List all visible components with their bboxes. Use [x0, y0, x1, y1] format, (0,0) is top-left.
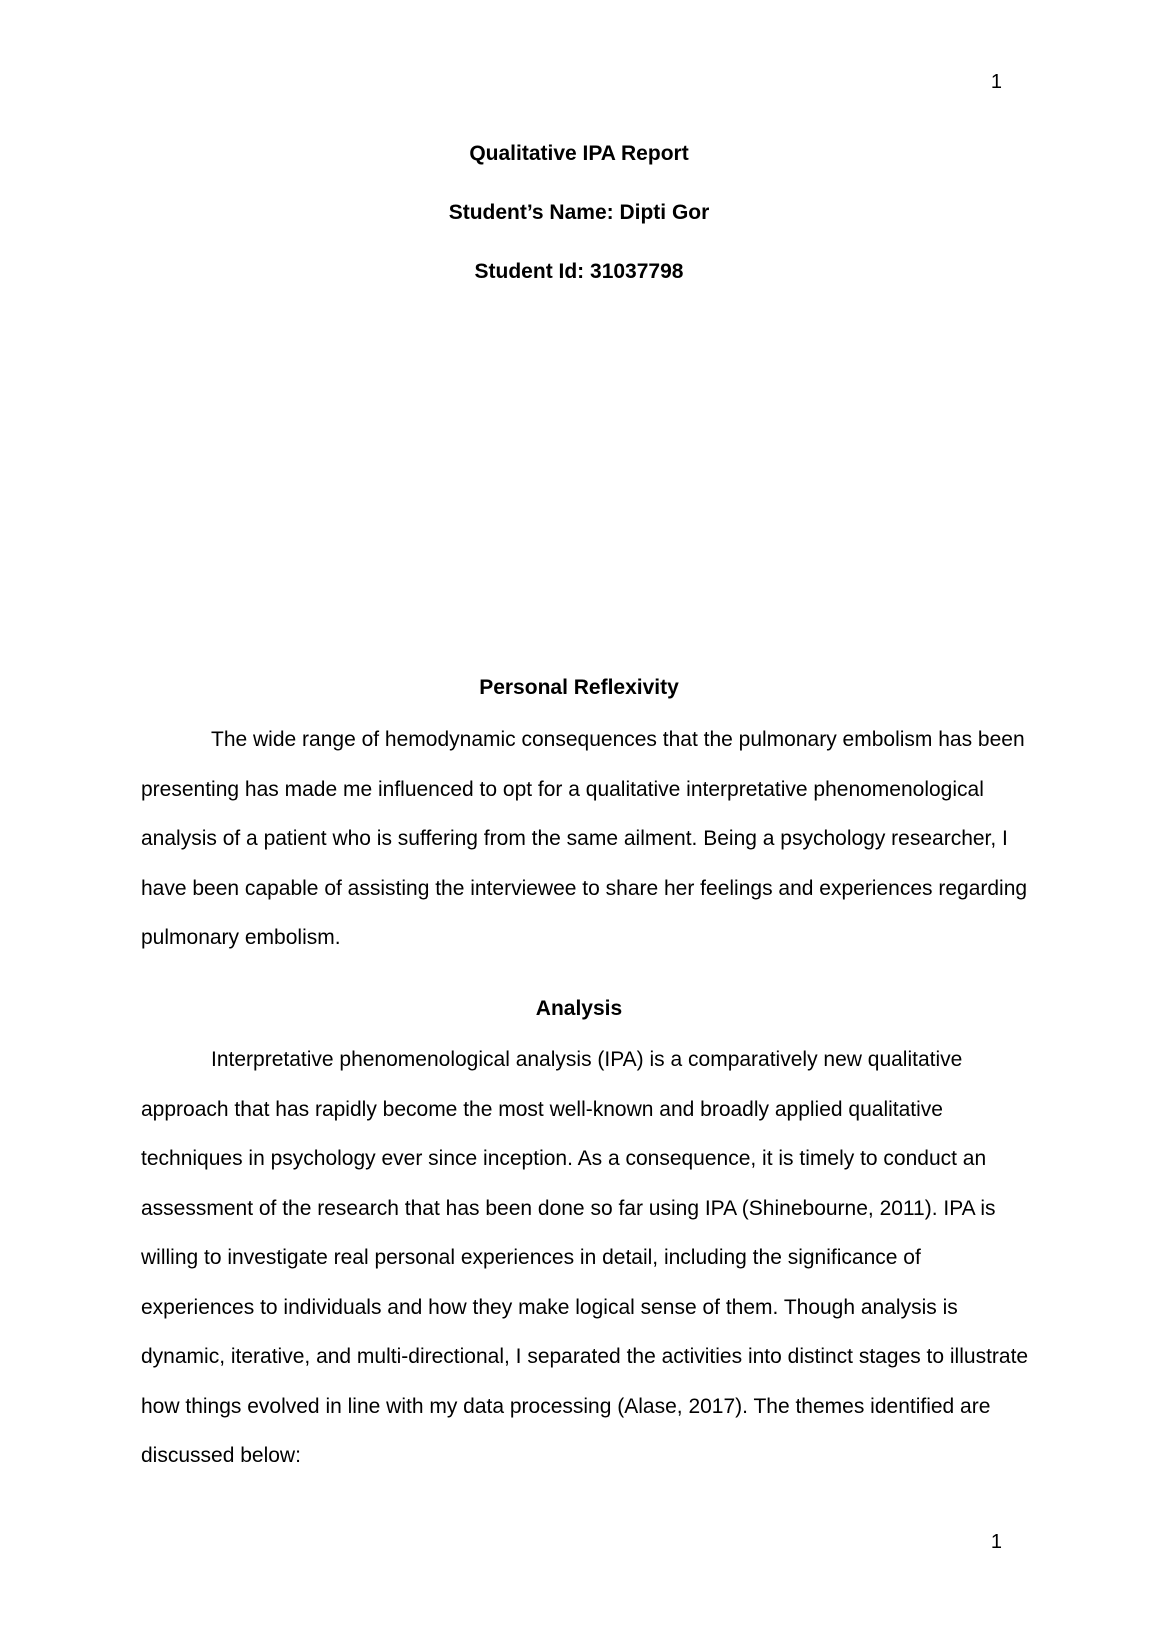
student-name: Student’s Name: Dipti Gor	[448, 201, 710, 224]
section-heading-personal-reflexivity: Personal Reflexivity	[479, 676, 679, 699]
paragraph-personal-reflexivity: The wide range of hemodynamic consequences that the pulmonary embolism has been presenting has made me influenced to opt for a qualitative interpretative phenomenological analysis of a patient who is suffering from the same ailment. Being a psychology researcher, I have been capable of assisting the interviewee to share her feelings and experiences regarding pulmonary embolism.	[141, 728, 1028, 949]
student-id: Student Id: 31037798	[474, 260, 684, 283]
page-number-footer: 1	[990, 1531, 1002, 1553]
document-title: Qualitative IPA Report	[469, 142, 689, 165]
section-heading-analysis: Analysis	[535, 997, 623, 1020]
page-number-header: 1	[990, 71, 1002, 93]
paragraph-analysis: Interpretative phenomenological analysis (IPA) is a comparatively new qualitative approach that has rapidly become the most well-known and broadly applied qualitative techniques in psychology ever since inception. As a consequence, it is timely to conduct an assessment of the research that has been done so far using IPA (Shinebourne, 2011). IPA is willing to investigate real personal experiences in detail, including the significance of experiences to individuals and how they make logical sense of them. Though analysis is dynamic, iterative, and multi-directional, I separated the activities into distinct stages to illustrate how things evolved in line with my data processing (Alase, 2017). The themes identified are discussed below:	[141, 1048, 1029, 1467]
